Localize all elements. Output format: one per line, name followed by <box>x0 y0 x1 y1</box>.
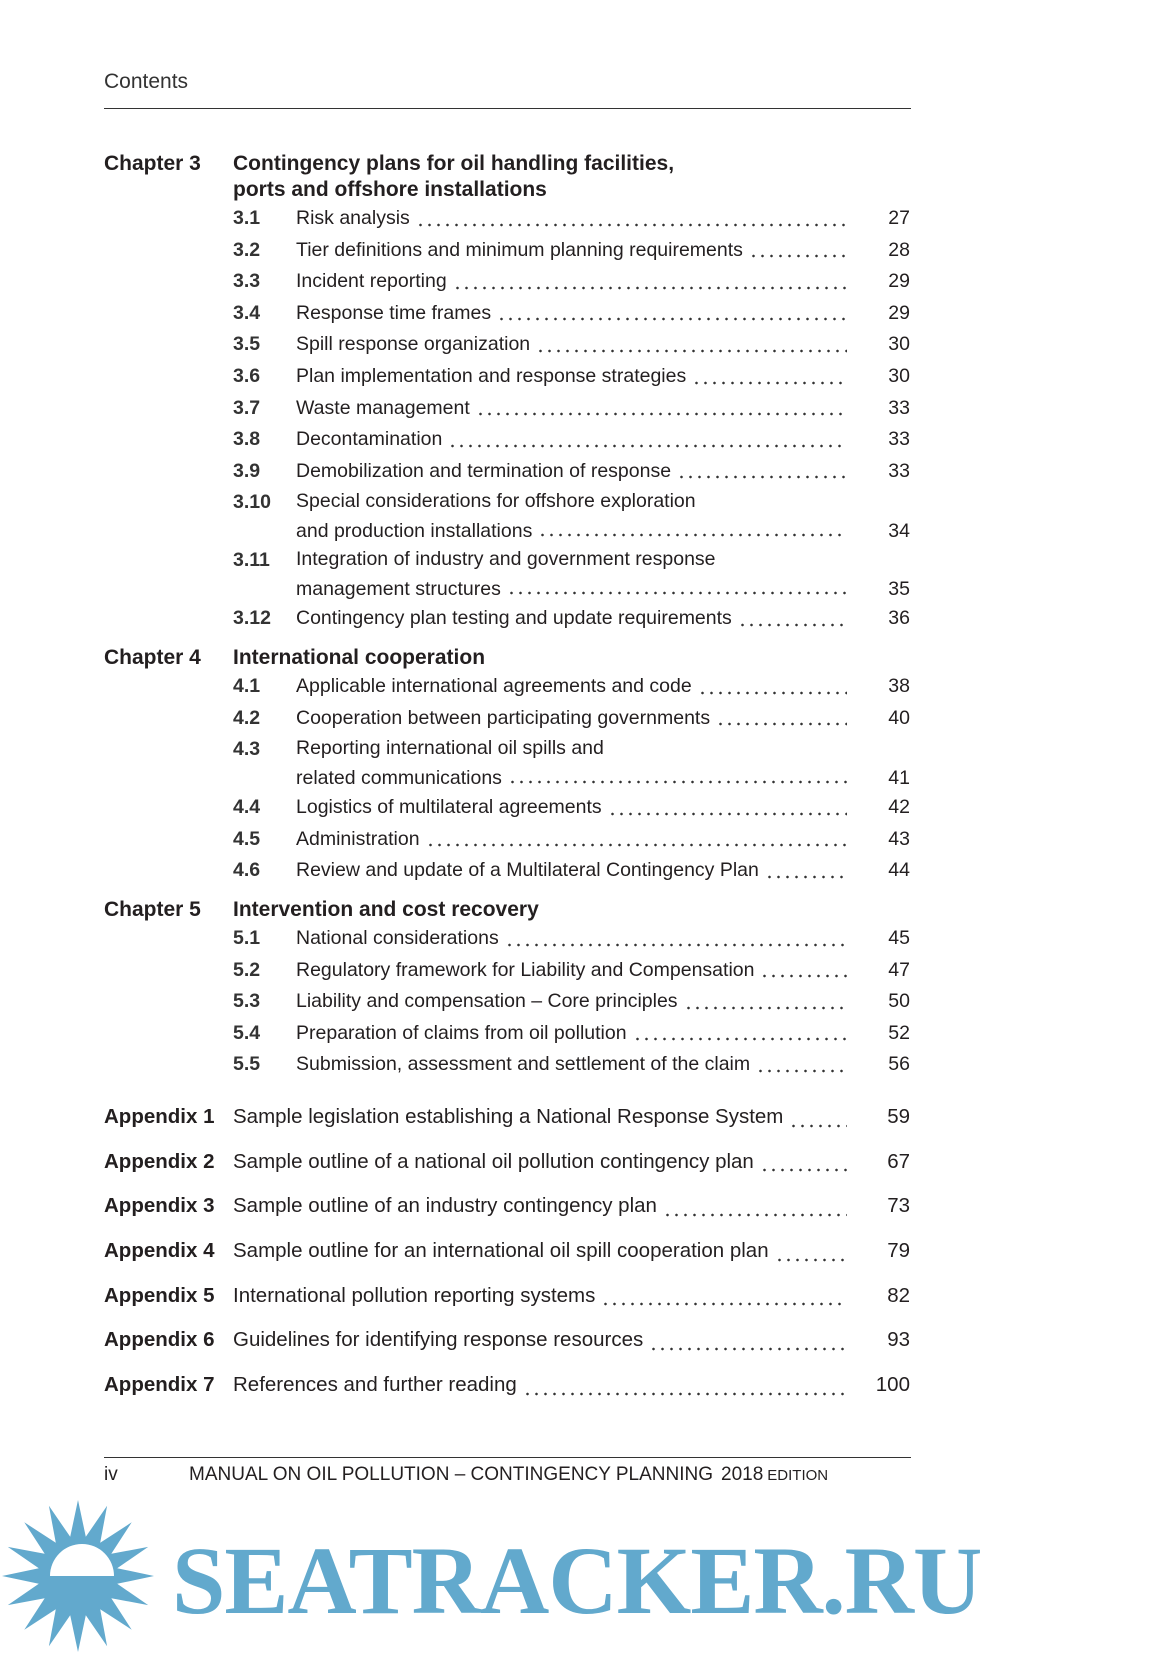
dot-leader <box>426 833 847 847</box>
appendix-entry[interactable] <box>104 1229 910 1274</box>
appendix-label: Appendix 4 <box>104 1238 215 1262</box>
section-body <box>296 955 910 987</box>
dot-leader <box>448 434 847 448</box>
toc-entry[interactable] <box>233 545 910 603</box>
section-line <box>296 855 910 887</box>
section-title: Logistics of multilateral agreements <box>296 796 602 819</box>
section-number: 3.10 <box>233 491 271 514</box>
section-number: 4.3 <box>233 738 261 761</box>
section-title: National considerations <box>296 926 499 949</box>
dot-leader <box>677 465 847 479</box>
page-number: 45 <box>888 926 910 949</box>
section-number: 3.7 <box>233 396 261 419</box>
section-title: Integration of industry and government response <box>296 548 716 571</box>
dot-leader <box>738 613 847 627</box>
toc-entry[interactable] <box>233 703 910 735</box>
appendix-title: References and further reading <box>233 1373 517 1397</box>
dot-leader <box>497 307 847 321</box>
chapter-heading <box>104 151 910 203</box>
section-title: Applicable international agreements and code <box>296 674 692 697</box>
section-line <box>296 487 910 515</box>
section-line <box>296 298 910 330</box>
toc-entry[interactable] <box>233 203 910 235</box>
watermark-sun-icon <box>0 1498 165 1654</box>
footer-edition: EDITION <box>767 1467 829 1484</box>
chapter-title <box>233 645 683 671</box>
section-line <box>296 955 910 987</box>
chapter-title-line: ports and offshore installations <box>233 178 547 201</box>
page-number: 59 <box>887 1104 910 1128</box>
appendix-label: Appendix 6 <box>104 1328 215 1352</box>
dot-leader <box>453 276 847 290</box>
section-line <box>296 361 910 393</box>
page-number: iv <box>104 1464 118 1485</box>
section-number: 5.4 <box>233 1021 261 1044</box>
section-line <box>296 517 910 545</box>
section-title: Incident reporting <box>296 270 447 293</box>
dot-leader <box>749 244 847 258</box>
watermark-text: SEATRACKER.RU <box>172 1527 982 1634</box>
page-number: 93 <box>887 1328 910 1352</box>
page-number: 79 <box>887 1238 910 1262</box>
section-body <box>296 671 910 703</box>
section-body <box>296 235 910 267</box>
section-body <box>296 329 910 361</box>
section-body <box>296 545 910 603</box>
toc-entry[interactable] <box>233 955 910 987</box>
toc-entry[interactable] <box>233 734 910 792</box>
appendix-label: Appendix 1 <box>104 1104 215 1128</box>
section-line <box>296 1018 910 1050</box>
section-number: 3.3 <box>233 270 261 293</box>
toc-entry[interactable] <box>233 855 910 887</box>
dot-leader <box>633 1027 847 1041</box>
dot-leader <box>416 213 847 227</box>
toc-entry[interactable] <box>233 266 910 298</box>
section-number: 5.5 <box>233 1053 261 1076</box>
section-line <box>296 456 910 488</box>
section-body <box>296 923 910 955</box>
page-number: 40 <box>888 706 910 729</box>
section-line <box>296 1049 910 1081</box>
toc-entry[interactable] <box>233 1049 910 1081</box>
dot-leader <box>608 802 847 816</box>
appendix-title: International pollution reporting systems <box>233 1283 596 1307</box>
section-line <box>296 545 910 573</box>
dot-leader <box>476 402 847 416</box>
chapter-heading <box>104 645 910 671</box>
section-title: Plan implementation and response strategies <box>296 364 687 387</box>
section-number: 5.1 <box>233 926 261 949</box>
section-title: Waste management <box>296 396 470 419</box>
dot-leader <box>601 1292 847 1306</box>
dot-leader <box>536 339 847 353</box>
section-number: 3.5 <box>233 333 261 356</box>
section-title: Demobilization and termination of response <box>296 459 672 482</box>
section-line <box>296 575 910 603</box>
toc-entry[interactable] <box>233 487 910 545</box>
chapter-label: Chapter 4 <box>104 645 201 669</box>
section-number: 3.4 <box>233 301 261 324</box>
page-number: 82 <box>887 1283 910 1307</box>
section-number: 3.11 <box>233 549 270 572</box>
chapter-title-line: Intervention and cost recovery <box>233 897 539 921</box>
toc-entry[interactable] <box>233 235 910 267</box>
chapter-title <box>233 151 683 203</box>
page-number: 38 <box>888 674 910 697</box>
section-body <box>296 456 910 488</box>
section-body <box>296 424 910 456</box>
toc-entry[interactable] <box>233 393 910 425</box>
toc-entry[interactable] <box>233 424 910 456</box>
dot-leader <box>508 770 847 784</box>
section-line <box>296 424 910 456</box>
section-number: 4.5 <box>233 827 261 850</box>
chapter-title-line: Contingency plans for oil handling facilities, <box>233 152 675 175</box>
appendix-label: Appendix 2 <box>104 1149 215 1173</box>
toc-entry[interactable] <box>233 671 910 703</box>
page-number: 42 <box>888 796 910 819</box>
section-title: Review and update of a Multilateral Contingency Plan <box>296 859 759 882</box>
section-title: Risk analysis <box>296 207 410 229</box>
section-body <box>296 361 910 393</box>
section-line <box>296 764 910 792</box>
page-number: 29 <box>888 301 910 324</box>
page-number: 30 <box>888 333 910 356</box>
section-line <box>296 203 910 235</box>
toc-entry[interactable] <box>233 298 910 330</box>
page-number: 41 <box>888 767 910 790</box>
page-number: 33 <box>888 428 910 451</box>
dot-leader <box>684 996 847 1010</box>
toc-entry[interactable] <box>233 824 910 856</box>
section-number: 4.2 <box>233 706 261 729</box>
dot-leader <box>649 1337 847 1351</box>
section-title: Submission, assessment and settlement of the claim <box>296 1053 751 1076</box>
appendix-entry[interactable] <box>104 1274 910 1319</box>
section-title: Spill response organization <box>296 333 531 356</box>
appendix-title: Sample outline of an industry contingency plan <box>233 1194 657 1218</box>
section-title: and production installations <box>296 520 533 543</box>
section-line <box>296 824 910 856</box>
section-title: Cooperation between participating governments <box>296 706 711 729</box>
section-number: 5.3 <box>233 990 261 1013</box>
page-number: 43 <box>888 827 910 850</box>
section-number: 4.6 <box>233 859 261 882</box>
chapter-label: Chapter 3 <box>104 152 201 175</box>
dot-leader <box>775 1248 847 1262</box>
section-number: 3.1 <box>233 207 261 229</box>
dot-leader <box>698 681 847 695</box>
page-number: 50 <box>888 990 910 1013</box>
chapter-title-line: International cooperation <box>233 645 486 669</box>
dot-leader <box>523 1382 847 1396</box>
dot-leader <box>538 523 847 537</box>
section-line <box>296 393 910 425</box>
header-rule <box>104 108 911 109</box>
section-title: Reporting international oil spills and <box>296 737 604 760</box>
page-number: 33 <box>888 396 910 419</box>
section-number: 4.1 <box>233 674 261 697</box>
chapter-section <box>104 645 910 887</box>
appendix-entry[interactable] <box>104 1363 910 1408</box>
section-body <box>296 1018 910 1050</box>
section-number: 4.4 <box>233 796 261 819</box>
section-body <box>296 986 910 1018</box>
appendix-title: Sample outline of a national oil pollution contingency plan <box>233 1149 754 1173</box>
appendix-title: Sample legislation establishing a National Response System <box>233 1104 784 1128</box>
dot-leader <box>692 371 847 385</box>
section-title: Preparation of claims from oil pollution <box>296 1021 627 1044</box>
section-title: management structures <box>296 578 501 601</box>
toc-entry[interactable] <box>233 923 910 955</box>
section-body <box>296 487 910 545</box>
page-number: 44 <box>888 859 910 882</box>
chapter-heading <box>104 897 910 923</box>
section-body <box>296 824 910 856</box>
dot-leader <box>756 1059 847 1073</box>
page-number: 28 <box>888 238 910 261</box>
page-number: 67 <box>887 1149 910 1173</box>
dot-leader <box>789 1114 847 1128</box>
appendix-entry[interactable] <box>104 1184 910 1229</box>
section-title: Tier definitions and minimum planning requirements <box>296 238 743 261</box>
toc-entry[interactable] <box>233 792 910 824</box>
appendix-title: Sample outline for an international oil spill cooperation plan <box>233 1238 769 1262</box>
appendix-label: Appendix 5 <box>104 1283 215 1307</box>
page-number: 34 <box>888 520 910 543</box>
page-number: 73 <box>887 1194 910 1218</box>
appendix-label: Appendix 3 <box>104 1194 215 1218</box>
section-body <box>296 855 910 887</box>
page-number: 35 <box>888 578 910 601</box>
page-number: 47 <box>888 958 910 981</box>
page-number: 30 <box>888 364 910 387</box>
dot-leader <box>716 712 847 726</box>
page-number: 27 <box>888 207 910 229</box>
section-line <box>296 703 910 735</box>
section-line <box>296 792 910 824</box>
footer-year: 2018 <box>721 1464 764 1485</box>
dot-leader <box>765 865 847 879</box>
section-title: Liability and compensation – Core principles <box>296 990 678 1013</box>
section-number: 3.8 <box>233 428 261 451</box>
section-line <box>296 235 910 267</box>
section-body <box>296 298 910 330</box>
section-number: 5.2 <box>233 958 261 981</box>
page-number: 100 <box>875 1373 910 1397</box>
section-line <box>296 671 910 703</box>
page-number: 56 <box>888 1053 910 1076</box>
appendix-entry[interactable] <box>104 1095 910 1140</box>
footer-title: MANUAL ON OIL POLLUTION – CONTINGENCY PLANNING <box>189 1464 714 1485</box>
toc-entry[interactable] <box>233 1018 910 1050</box>
section-body <box>296 1049 910 1081</box>
section-title: related communications <box>296 767 502 790</box>
section-body <box>296 603 910 635</box>
section-body <box>296 734 910 792</box>
toc-entry[interactable] <box>233 986 910 1018</box>
section-line <box>296 923 910 955</box>
appendix-label: Appendix 7 <box>104 1373 215 1397</box>
chapter-section <box>104 151 910 635</box>
section-line <box>296 986 910 1018</box>
section-line <box>296 266 910 298</box>
section-body <box>296 393 910 425</box>
section-line <box>296 329 910 361</box>
toc-entry[interactable] <box>233 603 910 635</box>
dot-leader <box>760 1158 847 1172</box>
appendix-title: Guidelines for identifying response resources <box>233 1328 644 1352</box>
section-number: 3.9 <box>233 459 261 482</box>
section-number: 3.12 <box>233 607 271 630</box>
section-title: Contingency plan testing and update requirements <box>296 607 732 630</box>
dot-leader <box>505 933 847 947</box>
toc-entry[interactable] <box>233 329 910 361</box>
page-number: 52 <box>888 1021 910 1044</box>
section-number: 3.6 <box>233 364 261 387</box>
section-body <box>296 703 910 735</box>
section-line <box>296 734 910 762</box>
section-title: Special considerations for offshore exploration <box>296 490 696 513</box>
toc-entry[interactable] <box>233 456 910 488</box>
page-number: 33 <box>888 459 910 482</box>
table-of-contents <box>104 151 910 1408</box>
section-title: Administration <box>296 827 420 850</box>
appendix-entry[interactable] <box>104 1318 910 1363</box>
toc-entry[interactable] <box>233 361 910 393</box>
dot-leader <box>507 581 847 595</box>
chapter-section <box>104 897 910 1081</box>
section-title: Decontamination <box>296 428 443 451</box>
page-number: 36 <box>888 607 910 630</box>
chapter-label: Chapter 5 <box>104 897 201 921</box>
page-header-title: Contents <box>104 70 189 93</box>
chapter-title <box>233 897 683 923</box>
dot-leader <box>663 1203 847 1217</box>
page-number: 29 <box>888 270 910 293</box>
section-body <box>296 792 910 824</box>
page-footer <box>104 1464 911 1486</box>
dot-leader <box>760 964 847 978</box>
appendix-list <box>104 1095 910 1408</box>
section-body <box>296 203 910 235</box>
section-number: 3.2 <box>233 238 261 261</box>
section-title: Response time frames <box>296 301 492 324</box>
appendix-entry[interactable] <box>104 1140 910 1185</box>
section-title: Regulatory framework for Liability and Compensation <box>296 958 755 981</box>
section-body <box>296 266 910 298</box>
section-line <box>296 603 910 635</box>
footer-rule <box>104 1457 911 1458</box>
